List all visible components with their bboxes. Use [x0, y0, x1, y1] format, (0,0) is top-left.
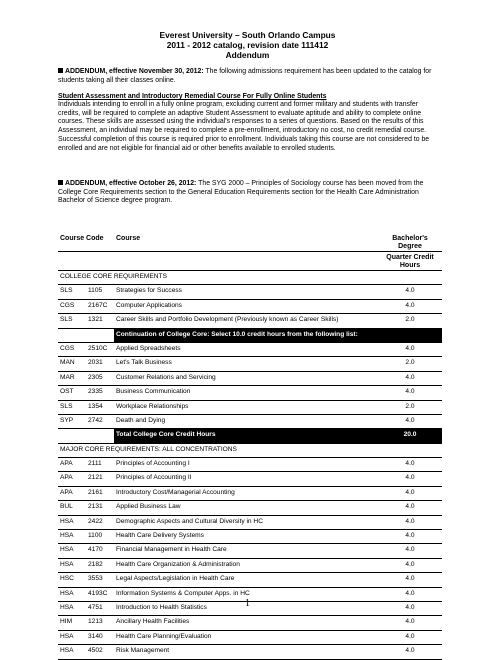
course-credits: 4.0 [378, 501, 442, 515]
course-number: 1213 [86, 616, 114, 630]
table-row [58, 414, 442, 428]
course-prefix: OST [58, 386, 86, 400]
course-title: Strategies for Success [114, 285, 378, 299]
course-title: Health Care Delivery Systems [114, 530, 378, 544]
course-number: 3140 [86, 630, 114, 644]
course-number: 2167C [86, 299, 114, 313]
table-row [58, 357, 442, 371]
course-prefix: HSC [58, 573, 86, 587]
course-credits: 4.0 [378, 587, 442, 601]
header-course-code: Course Code [58, 233, 114, 252]
table-row [58, 386, 442, 400]
course-number: 2121 [86, 472, 114, 486]
table-row [58, 472, 442, 486]
course-title: Customer Relations and Servicing [114, 371, 378, 385]
course-credits: 4.0 [378, 630, 442, 644]
total-value: 20.0 [378, 429, 442, 443]
course-prefix: BUL [58, 501, 86, 515]
header-course: Course [114, 233, 378, 252]
course-prefix: HSA [58, 558, 86, 572]
course-credits: 2.0 [378, 314, 442, 328]
course-credits: 4.0 [378, 515, 442, 529]
course-title: Business Communication [114, 386, 378, 400]
course-title: Demographic Aspects and Cultural Diversity in HC [114, 515, 378, 529]
section-label-college-core: COLLEGE CORE REQUIREMENTS [58, 271, 442, 285]
course-number: 2031 [86, 357, 114, 371]
course-number: 1321 [86, 314, 114, 328]
header-credit-line1: Bachelor's Degree [378, 233, 442, 252]
section-body: Individuals intending to enroll in a fully online program, excluding current and former military and students with transfer credits, will be required to complete an adaptive Student Assessment to evaluate aptitude and ability to complete online courses. These skills are assessed using the individual's responses to a series of questions. Based on the results of this Assessment, an individual may be required to complete a pre-enrollment, introductory no cost, no credit remedial course. Successful completion of this course is required prior to enrollment. Individuals taking this course are not considered to be enrolled and are not eligible for financial aid or other benefits available to enrolled students. [58, 101, 430, 152]
addendum-november [58, 68, 442, 85]
course-prefix: HSA [58, 544, 86, 558]
course-prefix: MAR [58, 371, 86, 385]
course-table [58, 233, 442, 660]
course-title: Computer Applications [114, 299, 378, 313]
course-prefix: APA [58, 472, 86, 486]
total-spacer [58, 429, 114, 443]
course-number: 1100 [86, 530, 114, 544]
table-row [58, 616, 442, 630]
course-number: 1105 [86, 285, 114, 299]
course-title: Workplace Relationships [114, 400, 378, 414]
course-credits: 4.0 [378, 458, 442, 472]
course-credits: 4.0 [378, 472, 442, 486]
course-credits: 4.0 [378, 414, 442, 428]
course-prefix: HSA [58, 515, 86, 529]
course-number: 4751 [86, 601, 114, 615]
course-prefix: SLS [58, 314, 86, 328]
course-prefix: HIM [58, 616, 86, 630]
course-title: Risk Management [114, 645, 378, 659]
course-credits: 4.0 [378, 342, 442, 356]
table-row [58, 558, 442, 572]
course-credits: 4.0 [378, 299, 442, 313]
course-credits: 4.0 [378, 601, 442, 615]
course-prefix: HSA [58, 645, 86, 659]
course-prefix: SYP [58, 414, 86, 428]
course-prefix: HSA [58, 601, 86, 615]
course-title: Principles of Accounting I [114, 458, 378, 472]
course-number: 2510C [86, 342, 114, 356]
course-title: Introductory Cost/Managerial Accounting [114, 486, 378, 500]
course-title: Ancillary Health Facilities [114, 616, 378, 630]
course-number: 2335 [86, 386, 114, 400]
course-credits: 4.0 [378, 285, 442, 299]
course-title: Financial Management in Health Care [114, 544, 378, 558]
addendum-november-lead: ADDENDUM, effective November 30, 2012: [65, 68, 204, 75]
table-row [58, 342, 442, 356]
table-row [58, 285, 442, 299]
table-row [58, 645, 442, 659]
course-title: Let's Talk Business [114, 357, 378, 371]
header-spacer [114, 252, 378, 271]
course-title: Death and Dying [114, 414, 378, 428]
course-number: 2111 [86, 458, 114, 472]
course-title: Information Systems & Computer Apps. in HC [114, 587, 378, 601]
course-number: 4502 [86, 645, 114, 659]
course-title: Principles of Accounting II [114, 472, 378, 486]
table-row [58, 515, 442, 529]
header-spacer [58, 252, 114, 271]
course-number: 4170 [86, 544, 114, 558]
course-title: Health Care Planning/Evaluation [114, 630, 378, 644]
course-prefix: SLS [58, 285, 86, 299]
section-label-major-core: MAJOR CORE REQUIREMENTS: ALL CONCENTRATIONS [58, 443, 442, 457]
course-title: Legal Aspects/Legislation in Health Care [114, 573, 378, 587]
course-number: 2742 [86, 414, 114, 428]
course-number: 2422 [86, 515, 114, 529]
course-credits: 4.0 [378, 645, 442, 659]
course-prefix: CGS [58, 342, 86, 356]
course-credits: 4.0 [378, 486, 442, 500]
course-number: 2131 [86, 501, 114, 515]
course-credits: 4.0 [378, 616, 442, 630]
course-title: Career Skills and Portfolio Development (Previously known as Career Skills) [114, 314, 378, 328]
table-row [58, 630, 442, 644]
course-number: 1354 [86, 400, 114, 414]
addendum-november-text: The following admissions requirement has been updated to the catalog for students taking all their classes online. [58, 68, 432, 84]
course-title: Applied Spreadsheets [114, 342, 378, 356]
table-row [58, 501, 442, 515]
course-credits: 4.0 [378, 530, 442, 544]
course-credits: 2.0 [378, 357, 442, 371]
table-row [58, 314, 442, 328]
page-number: 1 [245, 598, 250, 609]
course-prefix: CGS [58, 299, 86, 313]
course-title: Health Care Organization & Administration [114, 558, 378, 572]
addendum-october [58, 180, 442, 206]
course-credits: 4.0 [378, 371, 442, 385]
catalog-revision: 2011 - 2012 catalog, revision date 111412 [166, 40, 329, 50]
course-prefix: HSA [58, 630, 86, 644]
course-prefix: MAN [58, 357, 86, 371]
course-title: Applied Business Law [114, 501, 378, 515]
continuation-spacer [58, 328, 114, 342]
course-prefix: APA [58, 486, 86, 500]
table-header-row-2 [58, 252, 442, 271]
addendum-october-lead: ADDENDUM, effective October 26, 2012: [65, 180, 197, 187]
bullet-square-icon [58, 68, 63, 73]
total-row [58, 429, 442, 443]
table-header-row [58, 233, 442, 252]
table-row [58, 486, 442, 500]
section-title: Student Assessment and Introductory Remedial Course For Fully Online Students [58, 93, 327, 100]
course-prefix: HSA [58, 530, 86, 544]
table-row [58, 544, 442, 558]
course-number: 2305 [86, 371, 114, 385]
continuation-row [58, 328, 442, 342]
continuation-label: Continuation of College Core: Select 10.0 credit hours from the following list: [114, 328, 378, 342]
section-row-major-core [58, 443, 442, 457]
course-credits: 4.0 [378, 386, 442, 400]
document-title: Everest University – South Orlando Campus [159, 30, 336, 40]
course-credits: 4.0 [378, 573, 442, 587]
table-row [58, 299, 442, 313]
bullet-square-icon [58, 180, 63, 185]
course-number: 2182 [86, 558, 114, 572]
total-label: Total College Core Credit Hours [114, 429, 378, 443]
table-row [58, 458, 442, 472]
continuation-credit-blank [378, 328, 442, 342]
course-number: 3553 [86, 573, 114, 587]
section-row-college-core [58, 271, 442, 285]
table-row [58, 530, 442, 544]
course-title: Introduction to Health Statistics [114, 601, 378, 615]
addendum-october-text: The SYG 2000 – Principles of Sociology course has been moved from the College Core Requirements section to the General Education Requirements section for the Health Care Administration Bachelor of Science degree program. [58, 180, 424, 205]
table-row [58, 371, 442, 385]
course-prefix: APA [58, 458, 86, 472]
course-prefix: SLS [58, 400, 86, 414]
header-credit-line2: Quarter Credit Hours [378, 252, 442, 271]
course-number: 4193C [86, 587, 114, 601]
course-credits: 4.0 [378, 558, 442, 572]
course-prefix: HSA [58, 587, 86, 601]
table-row [58, 573, 442, 587]
table-row [58, 400, 442, 414]
course-number: 2161 [86, 486, 114, 500]
addendum-heading: Addendum [225, 50, 270, 60]
course-credits: 4.0 [378, 544, 442, 558]
course-credits: 2.0 [378, 400, 442, 414]
